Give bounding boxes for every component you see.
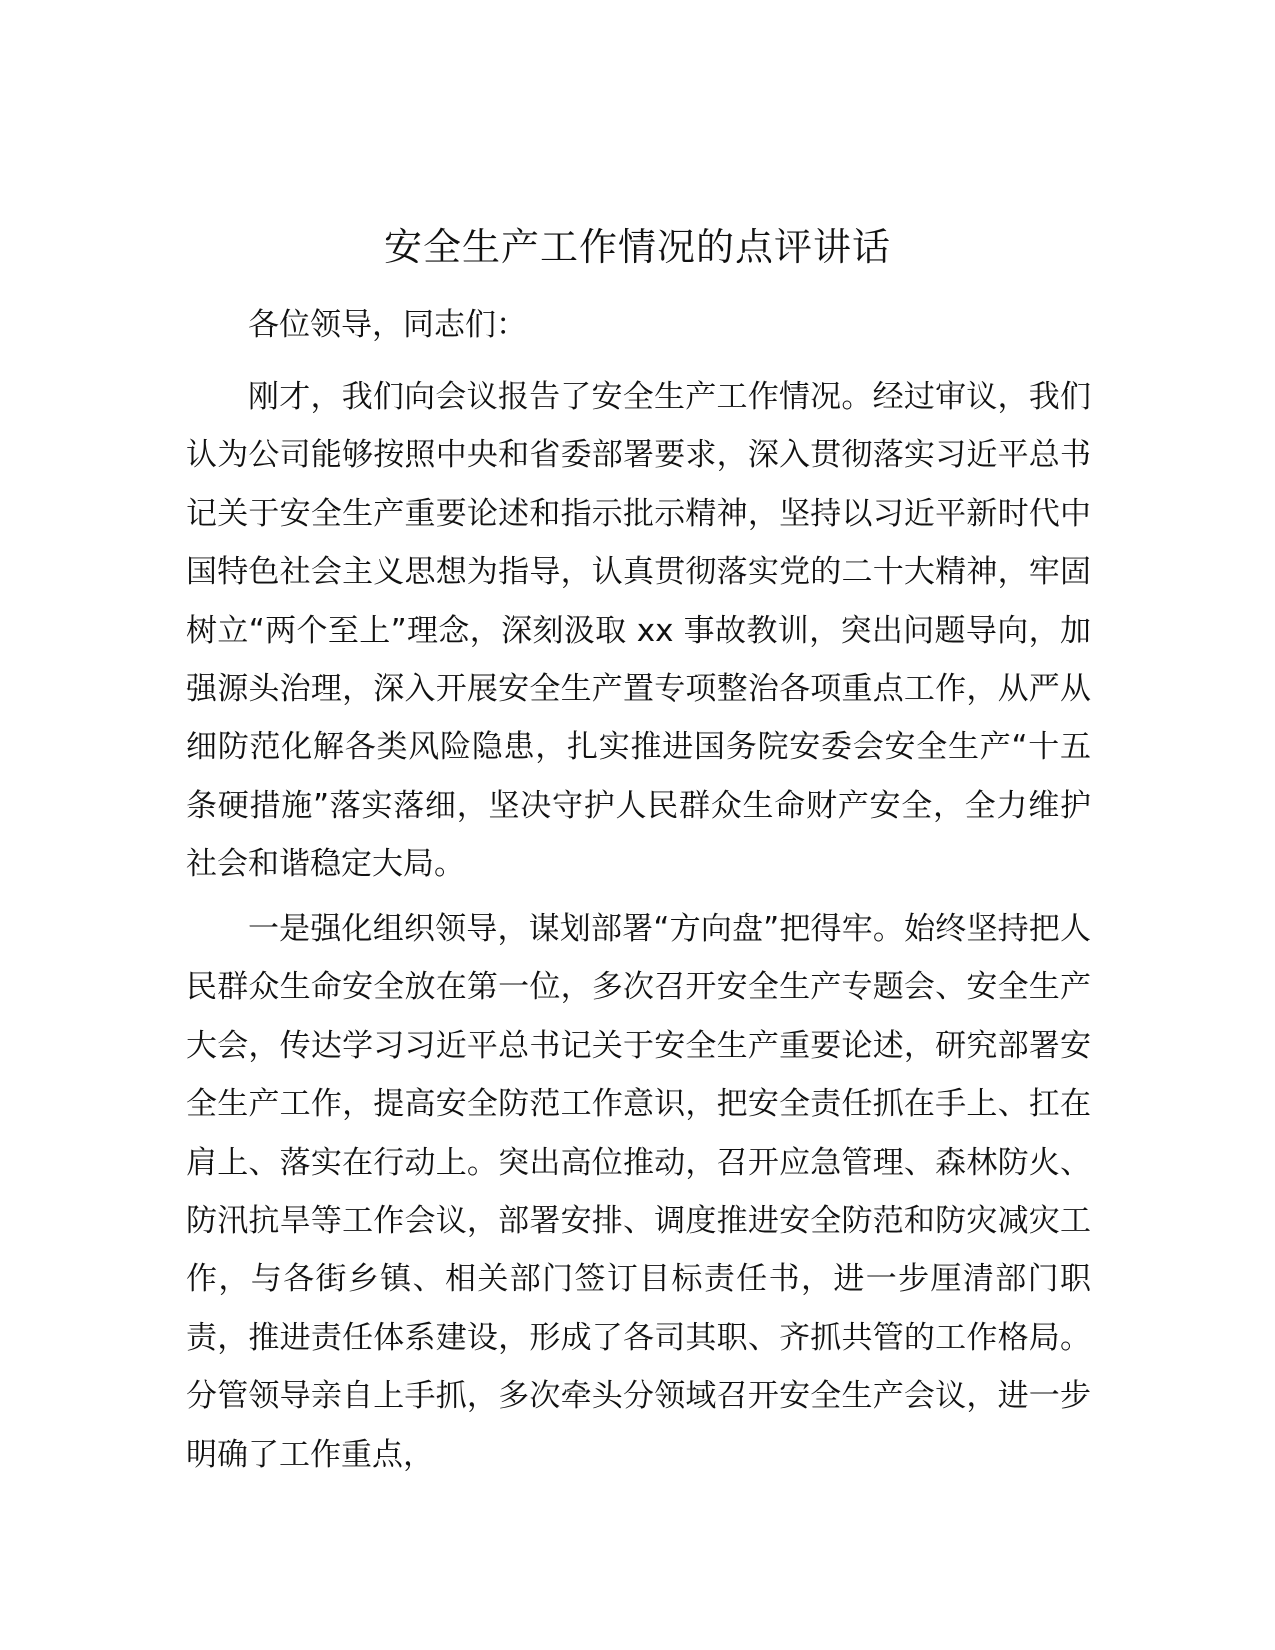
body-paragraph-1: 刚才，我们向会议报告了安全生产工作情况。经过审议，我们认为公司能够按照中央和省委部署要求，深入贯彻落实习近平总书记关于安全生产重要论述和指示批示精神，坚持以习近平新时代中国特色社会主义思想为指导，认真贯彻落实党的二十大精神，牢固树立“两个至上”理念，深刻汲取 xx 事故教训，突出问题导向，加强源头治理，深入开展安全生产置专项整治各项重点工作，从严从细防范化解各类风险隐患，扎实推进国务院安委会安全生产“十五条硬措施”落实落细，坚决守护人民群众生命财产安全，全力维护社会和谐稳定大局。 xyxy=(186,379,1091,883)
document-title: 安全生产工作情况的点评讲话 xyxy=(383,225,891,269)
greeting-line: 各位领导，同志们： xyxy=(248,307,527,343)
body-paragraph-2: 一是强化组织领导，谋划部署“方向盘”把得牢。始终坚持把人民群众生命安全放在第一位，多次召开安全生产专题会、安全生产大会，传达学习习近平总书记关于安全生产重要论述，研究部署安全生产工作，提高安全防范工作意识，把安全责任抓在手上、扛在肩上、落实在行动上。突出高位推动，召开应急管理、森林防火、防汛抗旱等工作会议，部署安排、调度推进安全防范和防灾减灾工作，与各街乡镇、相关部门签订目标责任书，进一步厘清部门职责，推进责任体系建设，形成了各司其职、齐抓共管的工作格局。分管领导亲自上手抓，多次牵头分领域召开安全生产会议，进一步明确了工作重点， xyxy=(186,911,1091,1473)
